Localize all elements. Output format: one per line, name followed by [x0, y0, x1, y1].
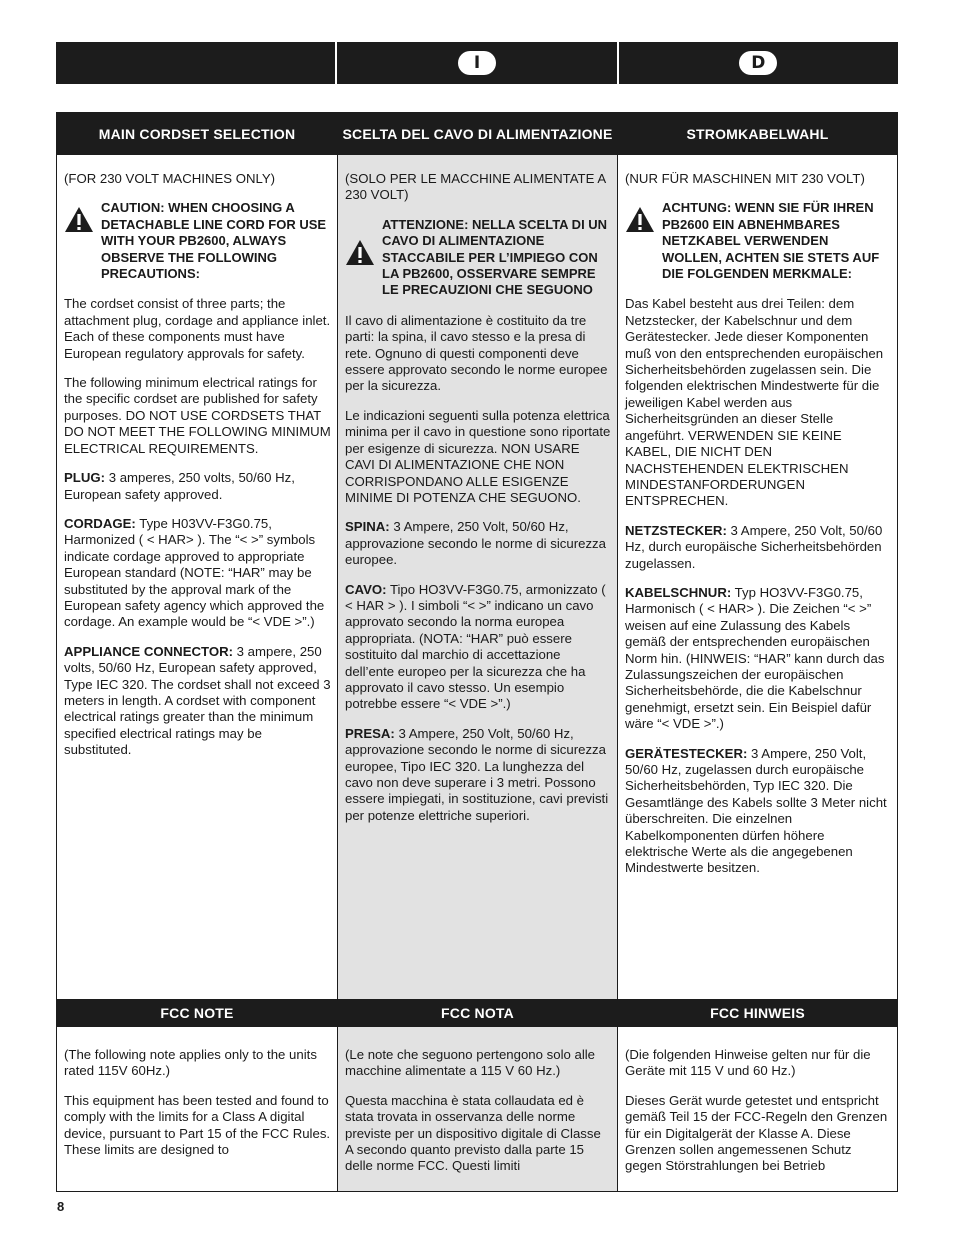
section-body	[345, 171, 611, 837]
spec-plug	[625, 523, 891, 572]
section-header: MAIN CORDSET SELECTION	[57, 113, 337, 155]
fcc-text: This equipment has been tested and found to comply with the limits for a Class A digital device, pursuant to Part 15 of the FCC Rules. These limits are designed to	[64, 1092, 331, 1158]
spec-label: KABELSCHNUR:	[625, 584, 732, 600]
spec-text: Typ HO3VV-F3G0.75, Harmonisch ( < HAR> ). Die Zeichen “< >” weisen auf eine Zulassung des Kabels gemäß der entsprechenden europäischen Norm hin. (HINWEIS: “HAR” kann durch das Zulassungszeichen der europäischen Sicherheitsbehörde, die die Kabelschnur genehmigt, ersetzt sein. Ein Beispiel dafür wäre “< VDE >”.)	[625, 584, 885, 732]
paragraph: Le indicazioni seguenti sulla potenza elettrica minima per il cavo in questione sono riportate per esigenze di sicurezza. NON USARE CAVI DI ALIMENTAZIONE CHE NON CORRISPONDANO ALLE ESIGENZE MINIME DI POTENZA CHE SEGUONO.	[345, 407, 611, 505]
column-italian	[337, 113, 618, 1191]
spec-text: 3 Ampere, 250 Volt, 50/60 Hz, approvazione secondo le norme di sicurezza europee.	[345, 519, 606, 568]
lang-cell-english	[56, 42, 337, 84]
paragraph: Il cavo di alimentazione è costituito da tre parti: la spina, il cavo stesso e la presa di rete. Ognuno di questi componenti deve essere approvato secondo le norme europee per la sicurezza.	[345, 312, 608, 394]
spec-label: NETZSTECKER:	[625, 522, 727, 538]
fcc-body	[625, 1047, 891, 1188]
spec-text: Tipo HO3VV-F3G0.75, armonizzato ( < HAR > ). I simboli “< >” indicano un cavo approvato secondo la norma europea appropriata. (NOTA: “HAR” può essere sostituito dal marchio di accettazione dell’ente europeo per la sicurezza che ha approvato il cavo stesso. Un esempio potrebbe essere “< VDE >”.)	[345, 581, 606, 712]
spec-cordage	[625, 585, 891, 733]
content-table	[56, 112, 898, 1192]
spec-label: CAVO:	[345, 581, 387, 597]
column-english	[57, 113, 337, 1191]
spec-text: 3 Ampere, 250 Volt, 50/60 Hz, zugelassen durch europäische Sicherheitsbehörden, Typ IEC 320. Die Gesamtlänge des Kabels sollte 3 Meter nicht überschreiten. Die einzelnen Kabelkomponenten dürfen höhere elektrische Werte als die angegebenen Mindestwerte besitzen.	[625, 745, 887, 876]
intro-text: (NUR FÜR MASCHINEN MIT 230 VOLT)	[625, 171, 865, 186]
paragraph: The cordset consist of three parts; the attachment plug, cordage and appliance inlet. Each of these components must have European regulatory approvals for safety.	[64, 296, 331, 361]
spec-label: PLUG:	[64, 470, 106, 486]
warning-triangle-icon	[625, 200, 659, 282]
spec-text: 3 amperes, 250 volts, 50/60 Hz, European safety approved.	[64, 470, 295, 502]
section-header: SCELTA DEL CAVO DI ALIMENTAZIONE	[338, 113, 617, 155]
spec-plug	[345, 519, 611, 568]
fcc-text: Questa macchina è stata collaudata ed è stata trovata in osservanza delle norme previste per un dispositivo digitale di Classe A secondo quanto previsto dalla parte 15 delle norme FCC. Questi limiti	[345, 1092, 601, 1174]
spec-label: SPINA:	[345, 519, 390, 535]
page-number: 8	[57, 1199, 65, 1214]
spec-label: PRESA:	[345, 725, 395, 741]
lang-badge-italian: I	[458, 51, 496, 75]
lang-badge-german: D	[739, 51, 777, 75]
spec-connector	[625, 746, 891, 877]
section-body	[625, 171, 891, 890]
spec-text: 3 Ampere, 250 Volt, 50/60 Hz, approvazione secondo le norme di sicurezza europee, Tipo IEC 320. La lunghezza del cavo non deve superare i 3 metri. Possono essere impiegati, in sostituzione, cavi previsti per potenze elettriche superiori.	[345, 725, 609, 823]
section-header: STROMKABELWAHL	[618, 113, 897, 155]
warning-triangle-icon	[345, 217, 379, 299]
fcc-header: FCC NOTA	[338, 999, 617, 1027]
spec-text: Type H03VV-F3G0.75, Harmonized ( < HAR> ). The “< >” symbols indicate cordage approved to appropriate European standard (NOTE: “HAR” may be substituted by the approval mark of the European safety agency which approved the cordage. An example would be “< VDE >”.)	[64, 515, 325, 630]
fcc-intro: (The following note applies only to the units rated 115V 60Hz.)	[64, 1047, 317, 1079]
spec-cordage	[64, 516, 331, 631]
spec-label: CORDAGE:	[64, 515, 136, 531]
spec-text: 3 Ampere, 250 Volt, 50/60 Hz, durch europäische Sicherheitsbehörden zugelassen.	[625, 522, 883, 571]
spec-label: GERÄTESTECKER:	[625, 745, 748, 761]
fcc-intro: (Die folgenden Hinweise gelten nur für die Geräte mit 115 V und 60 Hz.)	[625, 1047, 871, 1079]
lang-cell-german	[619, 42, 898, 84]
spec-text: 3 ampere, 250 volts, 50/60 Hz, European safety approved, Type IEC 320. The cordset shall not exceed 3 meters in length. A cordset with component electrical ratings greater than the minimum specified electrical ratings may be substituted.	[64, 643, 331, 758]
paragraph: The following minimum electrical ratings for the specific cordset are published for safety purposes. DO NOT USE CORDSETS THAT DO NOT MEET THE FOLLOWING MINIMUM ELECTRICAL REQUIREMENTS.	[64, 375, 331, 456]
caution-block	[625, 200, 891, 282]
fcc-body	[345, 1047, 611, 1188]
paragraph: Das Kabel besteht aus drei Teilen: dem Netzstecker, der Kabelschnur und dem Gerätestecker. Jede dieser Komponenten muß von den entsprechenden europäischen Sicherheitsbehörden zugelassen sein. Die folgenden elektrischen Mindestwerte für die jeweiligen Kabel werden aus Sicherheitsgründen an dieser Stelle angeführt. VERWENDEN SIE KEINE KABEL, DIE NICHT DEN NACHSTEHENDEN ELEKTRISCHEN MINDESTANFORDERUNGEN ENTSPRECHEN.	[625, 296, 884, 509]
fcc-intro: (Le note che seguono pertengono solo alle macchine alimentate a 115 V 60 Hz.)	[345, 1047, 596, 1079]
column-german	[618, 113, 897, 1191]
warning-triangle-icon	[64, 200, 98, 282]
intro-text: (SOLO PER LE MACCHINE ALIMENTATE A 230 VOLT)	[345, 171, 606, 203]
language-header-bar	[56, 42, 898, 84]
caution-block	[64, 200, 331, 282]
fcc-header: FCC NOTE	[57, 999, 337, 1027]
caution-text: ACHTUNG: WENN SIE FÜR IHREN PB2600 EIN ABNEHMBARES NETZKABEL VERWENDEN WOLLEN, ACHTEN SIE STETS AUF DIE FOLGENDEN MERKMALE:	[662, 200, 880, 282]
spec-connector	[64, 644, 331, 759]
fcc-header: FCC HINWEIS	[618, 999, 897, 1027]
spec-cordage	[345, 582, 611, 713]
intro-text: (FOR 230 VOLT MACHINES ONLY)	[64, 171, 276, 186]
caution-text: ATTENZIONE: NELLA SCELTA DI UN CAVO DI ALIMENTAZIONE STACCABILE PER L’IMPIEGO CON LA PB2600, OSSERVARE SEMPRE LE PRECAUZIONI CHE SEGUONO	[382, 216, 608, 298]
fcc-text: Dieses Gerät wurde getestet und entspricht gemäß Teil 15 der FCC-Regeln den Grenzen für ein Digitalgerät der Klasse A. Diese Grenzen sollen angemessenen Schutz gegen Störstrahlungen bei Betrieb	[625, 1092, 888, 1174]
fcc-body	[64, 1047, 331, 1171]
spec-connector	[345, 726, 611, 824]
lang-cell-italian	[337, 42, 618, 84]
section-body	[64, 171, 331, 772]
spec-plug	[64, 470, 331, 503]
caution-block	[345, 217, 611, 299]
spec-label: APPLIANCE CONNECTOR:	[64, 643, 234, 659]
caution-text: CAUTION: WHEN CHOOSING A DETACHABLE LINE CORD FOR USE WITH YOUR PB2600, ALWAYS OBSERVE THE FOLLOWING PRECAUTIONS:	[101, 200, 327, 282]
